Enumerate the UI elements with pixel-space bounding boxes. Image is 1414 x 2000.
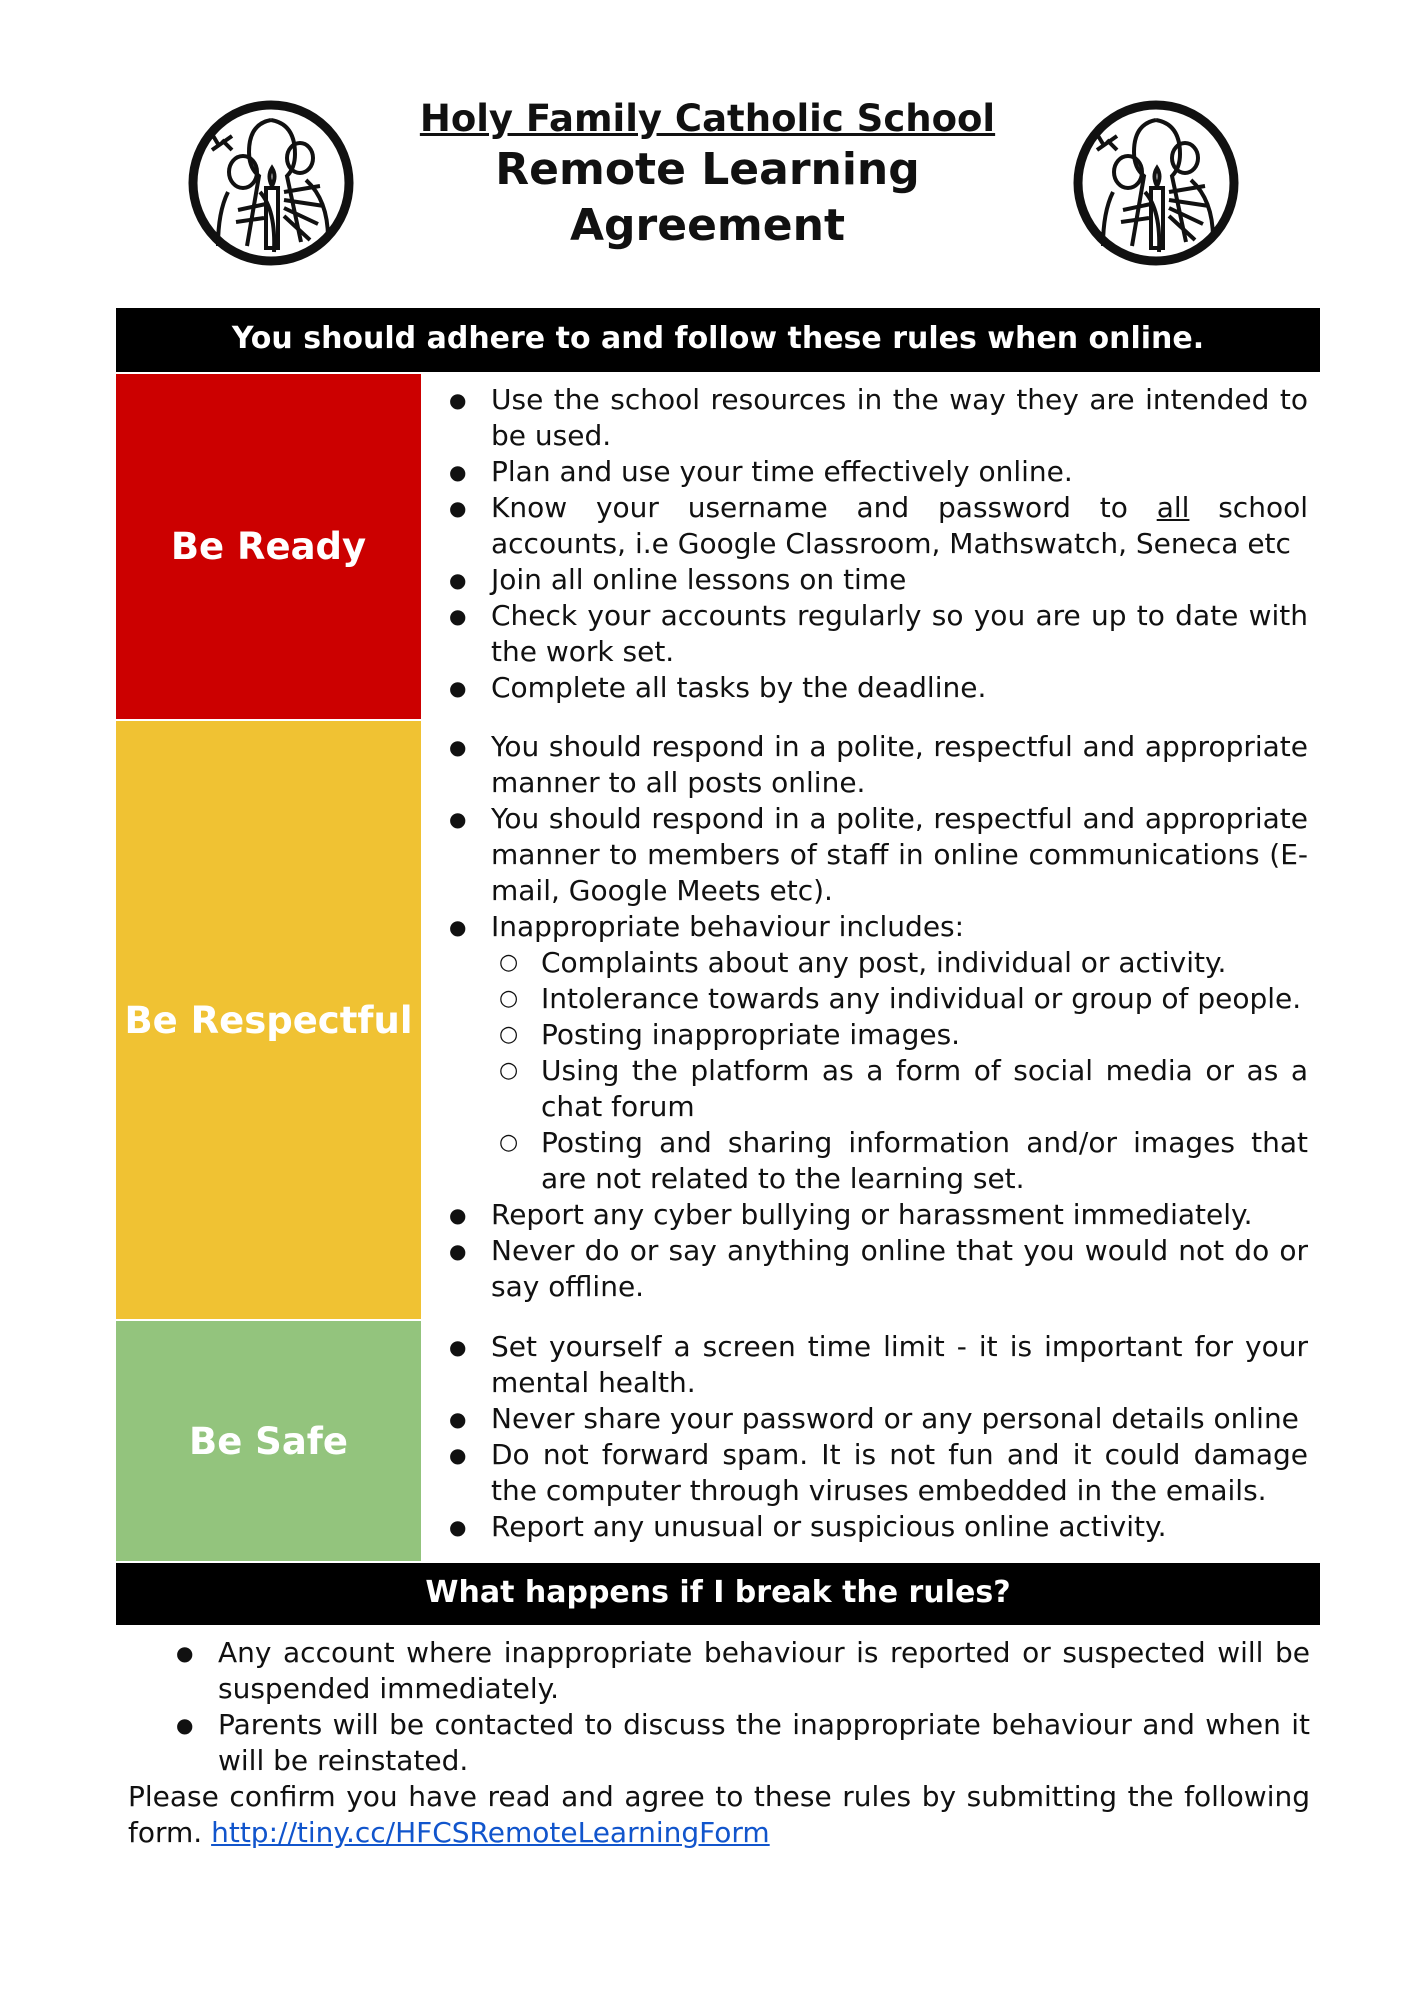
list-item-text: school accounts, i.e Google Classroom, Mathswatch, Seneca etc: [491, 491, 1308, 560]
consequences-heading: What happens if I break the rules?: [116, 1563, 1320, 1625]
list-item: ● Never do or say anything online that you would not do or say offline.: [443, 1233, 1308, 1305]
confirmation-text: Please confirm you have read and agree to these rules by submitting the following form.: [128, 1780, 1310, 1849]
section-be-safe: [116, 1321, 1320, 1561]
list-item: ● Do not forward spam. It is not fun and it could damage the computer through viruses embedded in the emails.: [443, 1437, 1308, 1509]
holy-family-logo-icon: [188, 100, 354, 266]
list-item: ● Complete all tasks by the deadline.: [443, 670, 1308, 706]
list-item: ● Report any cyber bullying or harassment immediately.: [443, 1197, 1308, 1233]
rules-banner: You should adhere to and follow these rules when online.: [116, 308, 1320, 372]
list-item: ● Check your accounts regularly so you are up to date with the work set.: [443, 598, 1308, 670]
document-title-line1: Remote Learning: [495, 144, 920, 195]
list-item: ● Parents will be contacted to discuss the inappropriate behaviour and when it will be reinstated.: [170, 1707, 1310, 1779]
form-link[interactable]: http://tiny.cc/HFCSRemoteLearningForm: [211, 1816, 770, 1849]
sub-list-item: ○ Posting and sharing information and/or images that are not related to the learning set.: [443, 1125, 1308, 1197]
list-item: ● Set yourself a screen time limit - it is important for your mental health.: [443, 1329, 1308, 1401]
list-item: ● Any account where inappropriate behaviour is reported or suspected will be suspended immediately.: [170, 1635, 1310, 1707]
sub-list-item: ○ Intolerance towards any individual or group of people.: [443, 981, 1308, 1017]
list-item: ● Plan and use your time effectively online.: [443, 454, 1308, 490]
list-item: ● You should respond in a polite, respectful and appropriate manner to all posts online.: [443, 729, 1308, 801]
list-item: ● You should respond in a polite, respectful and appropriate manner to members of staff in online communications (E-mail, Google Meets etc).: [443, 801, 1308, 909]
list-item: ● Inappropriate behaviour includes:: [443, 909, 1308, 945]
list-item: ● Never share your password or any personal details online: [443, 1401, 1308, 1437]
holy-family-logo-icon: [1073, 100, 1239, 266]
document-title-line2: Agreement: [570, 200, 845, 251]
school-name: Holy Family Catholic School: [419, 97, 996, 140]
respectful-rules-list: [443, 729, 1308, 1305]
document-header: [380, 96, 1035, 254]
confirmation-paragraph: [128, 1779, 1310, 1851]
list-item: ● Report any unusual or suspicious online activity.: [443, 1509, 1308, 1545]
safe-rules-list: [443, 1329, 1308, 1545]
list-item: [443, 490, 1308, 562]
ready-rules-list: [443, 382, 1308, 706]
list-item: ● Join all online lessons on time: [443, 562, 1308, 598]
section-be-ready: [116, 374, 1320, 719]
sub-list-item: ○ Using the platform as a form of social media or as a chat forum: [443, 1053, 1308, 1125]
list-item: ● Use the school resources in the way they are intended to be used.: [443, 382, 1308, 454]
consequences-list: [170, 1635, 1310, 1779]
underlined-word: all: [1156, 491, 1190, 524]
section-be-respectful: [116, 721, 1320, 1319]
section-label-ready: Be Ready: [116, 374, 421, 719]
list-item-text: Know your username and password to: [491, 491, 1157, 524]
section-label-respectful: Be Respectful: [116, 721, 421, 1319]
sub-list-item: ○ Posting inappropriate images.: [443, 1017, 1308, 1053]
sub-list-item: ○ Complaints about any post, individual or activity.: [443, 945, 1308, 981]
section-label-safe: Be Safe: [116, 1321, 421, 1561]
